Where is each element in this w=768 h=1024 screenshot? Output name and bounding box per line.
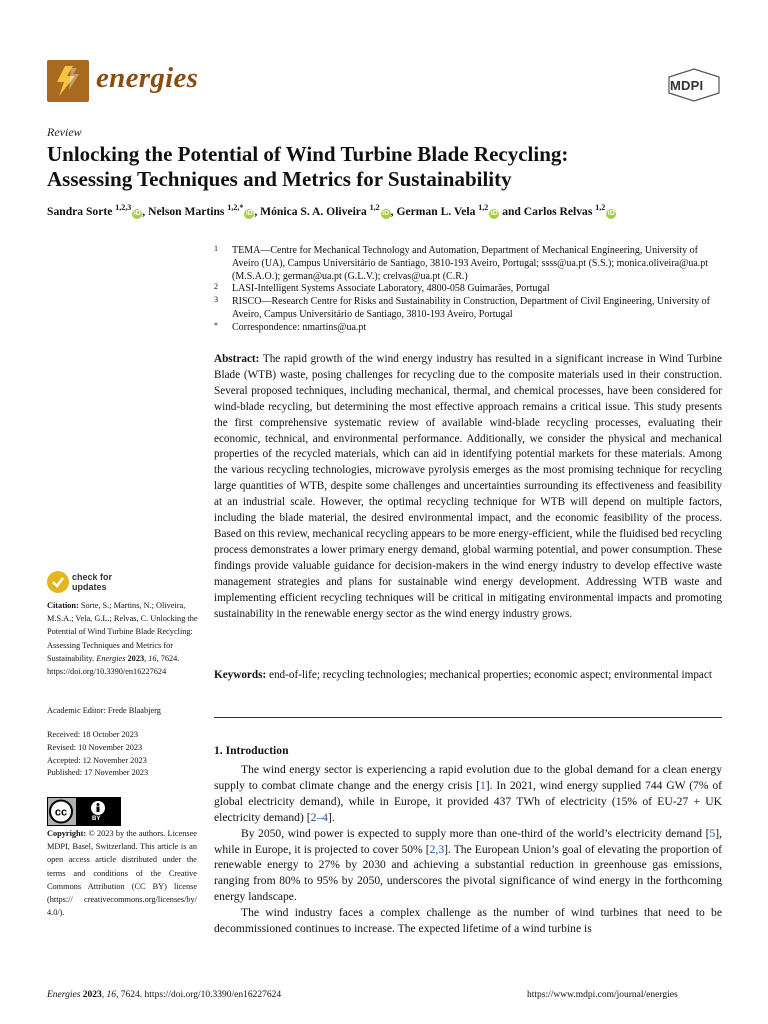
citation-doi[interactable]: , 7624. https://doi.org/10.3390/en16227624 bbox=[47, 653, 180, 677]
cc-by-label: BY bbox=[92, 816, 101, 822]
academic-editor: Academic Editor: Frede Blaabjerg bbox=[47, 706, 161, 715]
cc-by-license-badge[interactable] bbox=[47, 797, 121, 826]
svg-text:cc: cc bbox=[54, 806, 68, 819]
publication-dates bbox=[47, 729, 148, 780]
journal-name: energies bbox=[96, 62, 199, 94]
orcid-icon[interactable]: iD bbox=[607, 209, 615, 217]
paragraph: The wind industry faces a complex challenge as the number of wind turbines that need to be decommissioned continues to increase. The expected lifetime of a wind turbine is bbox=[214, 906, 722, 936]
affiliation-item: 3 RISCO—Research Centre for Risks and Sustainability in Construction, Department of Civil Engineering, University of Aveiro, Campus Universitário de Santiago, 3810-193 Aveiro, Portugal bbox=[214, 295, 710, 320]
lightning-icon bbox=[47, 60, 89, 102]
keywords-text: end-of-life; recycling technologies; mechanical properties; economic aspect; environmental impact bbox=[269, 669, 712, 681]
author-4[interactable]: German L. Vela $^{1,2}$ bbox=[396, 203, 489, 218]
citation: Citation: Sorte, S.; Martins, N.; Oliveira, M.S.A.; Vela, G.L.; Relvas, C. Unlocking the Potential of Wind Turbine Blade Recycling: Assessing Techniques and Metrics for Sustainability. Energies 2023, 16, 7624. https://doi.org/10.3390/en16227624 bbox=[47, 601, 198, 677]
reference-link[interactable]: 2,3 bbox=[429, 842, 445, 856]
divider bbox=[214, 717, 722, 718]
date-published: Published: 17 November 2023 bbox=[47, 768, 149, 778]
date-revised: Revised: 10 November 2023 bbox=[47, 742, 143, 752]
copyright-notice: Copyright: © 2023 by the authors. Licensee MDPI, Basel, Switzerland. This article is an open access article distributed under the terms and conditions of the Creative Commons Attribution (CC BY) license (https:// creativecommons.org/licenses/by/ 4.0/). bbox=[47, 829, 197, 918]
author-list: Sandra Sorte $^{1,2,3}$iD , Nelson Martins $^{1,2,*}$iD , Mónica S. A. Oliveira $^{1,2}$iD , German L. Vela $^{1,2}$iD and Carlos Relvas $^{1,2}$iD bbox=[47, 203, 615, 218]
author-3[interactable]: Mónica S. A. Oliveira $^{1,2}$ bbox=[260, 203, 380, 218]
affiliation-item: 1 TEMA—Centre for Mechanical Technology and Automation, Department of Mechanical Engineering, University of Aveiro (UA), Campus Universitário de Santiago, 3810-193 Aveiro, Portugal; ssss@ua.pt (S.S.); monica.oliveira@ua.pt (M.S.A.O.); german@ua.pt (G.L.V.); crelvas@ua.pt (C.R.) bbox=[214, 244, 709, 282]
abstract-text: The rapid growth of the wind energy industry has resulted in a significant increase in Wind Turbine Blade (WTB) waste, posing challenges for recycling due to the composite materials used in their construction. Several proposed techniques, including mechanical, thermal, and chemical processes, have been considered for wind-blade recycling, but determining the most effective approach remains a critical issue. This study presents the first comprehensive systematic review of available wind-blade recycling processes, evaluating their economic, technical, and environmental performance. Additionally, we consider the physical and mechanical properties of the recycled materials, which can aid in identifying potential markets for these materials. Among the various recycling technologies, microwave pyrolysis emerges as the most promising technique for recycling large quantities of WTB, despite some challenges and uncertainties surrounding its effectiveness and feasibility at an industrial scale. However, the optimal recycling technique for WTB will depend on multiple factors, including the blade material, the desired environmental impact, and the economic feasibility of the process. Based on this review, mechanical recycling appears to be more energy-efficient, while the fluidised bed recycling process demonstrates a lower primary energy demand, global warming potential, and power consumption. These findings provide valuable guidance for decision-makers in the wind energy industry to develop effective waste management strategies and plans for sustainable wind energy development. Addressing WTB waste and implementing efficient recycling techniques will be critical in mitigating environmental impacts and promoting sustainability in the renewable energy sector as the wind energy industry grows. bbox=[214, 353, 722, 620]
check-line-1: check for bbox=[72, 572, 113, 582]
reference-link[interactable]: 2–4 bbox=[310, 810, 328, 824]
paragraph: The wind energy sector is experiencing a rapid evolution due to the global demand for a clean energy supply to combat climate change and the energy crisis [1]. In 2021, wind energy supplied 744 GW (7% of global electricity demand), while in Europe, it provided 437 TWh of electricity (15% of EU-27 + UK electricity demand) [2–4]. bbox=[214, 763, 722, 824]
section-heading: 1. Introduction bbox=[214, 744, 289, 757]
check-for-updates-badge[interactable] bbox=[47, 571, 147, 595]
keywords bbox=[214, 668, 722, 684]
correspondence: * Correspondence: nmartins@ua.pt bbox=[214, 320, 367, 333]
author-2[interactable]: Nelson Martins $^{1,2,*}$ bbox=[148, 203, 244, 218]
orcid-icon[interactable]: iD bbox=[382, 209, 390, 217]
reference-link[interactable]: 1 bbox=[480, 778, 486, 792]
checkmark-icon bbox=[47, 571, 69, 593]
abstract bbox=[214, 352, 722, 622]
date-received: Received: 18 October 2023 bbox=[47, 730, 139, 739]
check-line-2: updates bbox=[72, 582, 107, 592]
keywords-label: Keywords: bbox=[214, 669, 267, 681]
body-text bbox=[214, 762, 722, 937]
affiliations bbox=[214, 245, 724, 335]
publisher-name: MDPI bbox=[670, 78, 704, 93]
article-title bbox=[47, 142, 737, 192]
orcid-icon[interactable]: iD bbox=[133, 209, 141, 217]
footer-journal-url[interactable]: https://www.mdpi.com/journal/energies bbox=[527, 990, 678, 1000]
title-line-1: Unlocking the Potential of Wind Turbine Blade Recycling: bbox=[47, 142, 569, 166]
author-1[interactable]: Sandra Sorte $^{1,2,3}$ bbox=[47, 203, 132, 218]
paragraph: By 2050, wind power is expected to supply more than one-third of the world’s electricity demand [5], while in Europe, it is projected to cover 50% [2,3]. The European Union’s goal of elevating the proportion of renewable energy to 27% by 2030 and achieving a substantial reduction in greenhouse gas emissions, ranging from 80% to 95% by 2050, underscores the pivotal significance of wind energy in the forthcoming energy landscape. bbox=[214, 826, 722, 904]
reference-link[interactable]: 5 bbox=[709, 826, 716, 840]
title-line-2: Assessing Techniques and Metrics for Sustainability bbox=[47, 167, 512, 191]
orcid-icon[interactable]: iD bbox=[245, 209, 253, 217]
publisher-logo[interactable] bbox=[666, 68, 722, 102]
affiliation-item: 2 LASI-Intelligent Systems Associate Laboratory, 4800-058 Guimarães, Portugal bbox=[214, 282, 550, 295]
article-type: Review bbox=[47, 125, 82, 139]
footer-citation: Energies 2023, 16, 7624. https://doi.org/10.3390/en16227624 bbox=[47, 990, 282, 1000]
journal-logo bbox=[47, 60, 89, 102]
date-accepted: Accepted: 12 November 2023 bbox=[47, 755, 147, 765]
author-5[interactable]: and Carlos Relvas $^{1,2}$ bbox=[502, 203, 606, 218]
abstract-label: Abstract: bbox=[214, 353, 260, 365]
orcid-icon[interactable]: iD bbox=[490, 209, 498, 217]
